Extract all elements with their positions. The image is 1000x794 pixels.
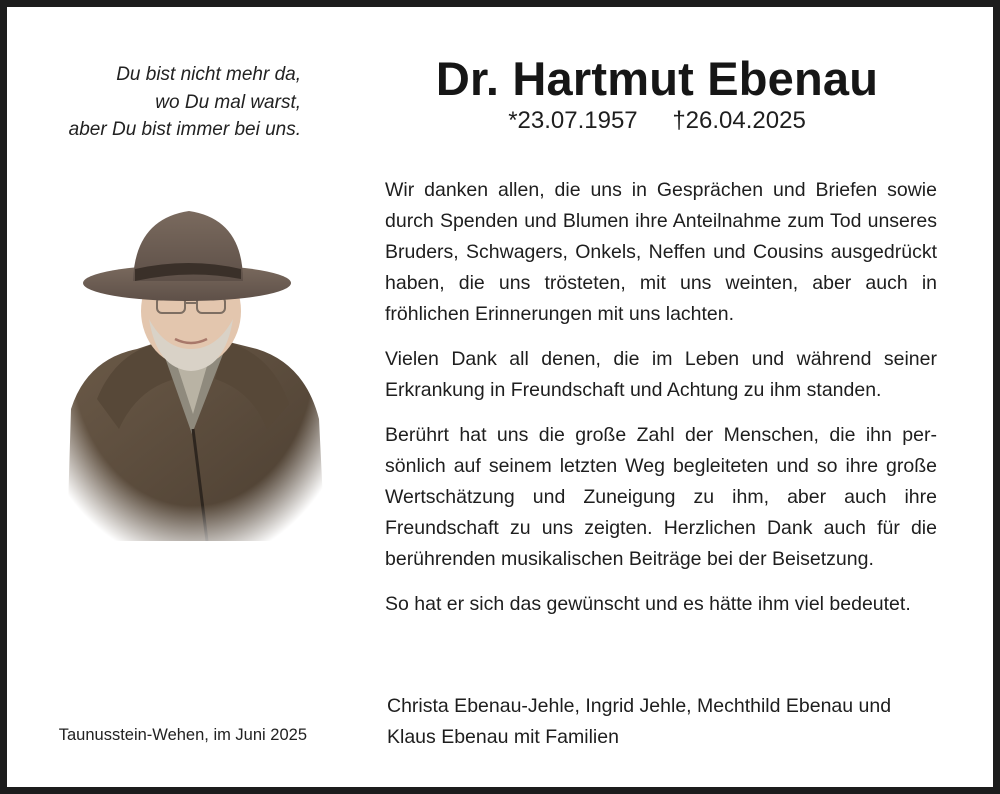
thank-you-text <box>385 175 937 634</box>
memorial-quote <box>47 61 301 144</box>
signer-line: Klaus Ebenau mit Familien <box>387 726 619 748</box>
quote-line: aber Du bist immer bei uns. <box>68 119 301 140</box>
life-dates <box>367 104 947 138</box>
paragraph: So hat er sich das gewünscht und es hätte ihm viel bedeutet. <box>385 593 911 615</box>
deceased-name: Dr. Hartmut Ebenau <box>435 52 879 105</box>
quote-line: wo Du mal warst, <box>155 91 301 113</box>
place-and-date: Taunusstein-Wehen, im Juni 2025 <box>58 726 307 744</box>
death-date: †26.04.2025 <box>672 107 806 134</box>
paragraph: Vielen Dank all denen, die im Leben und während seiner Erkrankung in Freundschaft und Achtung zu ihm standen. <box>385 348 937 401</box>
quote-line: Du bist nicht mehr da, <box>116 64 301 85</box>
family-signatures <box>387 691 967 753</box>
birth-date: *23.07.1957 <box>508 107 638 134</box>
paragraph: Berührt hat uns die große Zahl der Menschen, die ihn persönlich auf seinem letzten Weg begleiteten und so ihre große Wertschätzung und Zuneigung zu ihm, aber auch ihre Freundschaft zu uns zeigten. Herzlichen Dank auch für die berührenden musikalischen Beiträge bei der Beisetzung. <box>385 424 937 570</box>
signer-line: Christa Ebenau-Jehle, Ingrid Jehle, Mechthild Ebenau und <box>387 695 892 717</box>
paragraph: Wir danken allen, die uns in Gesprächen und Briefen sowie durch Spenden und Blumen ihre Anteilnahme zum Tod unseres Bruders, Schwagers, Onkels, Neffen und Cousins ausgedrückt haben, die uns trösteten, mit uns weinten, aber auch in fröhlichen Erinnerungen mit uns lachten. <box>385 179 937 325</box>
portrait-photo <box>57 199 329 541</box>
